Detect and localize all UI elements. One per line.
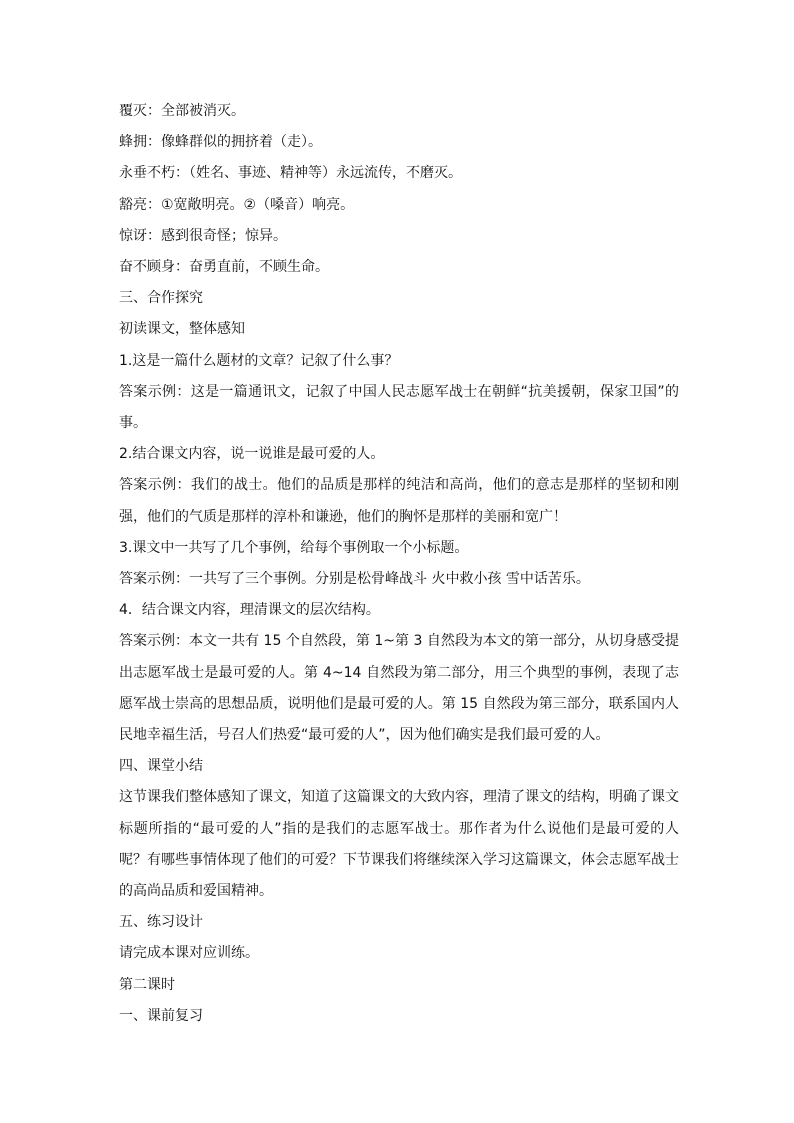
exercise-instruction: 请完成本课对应训练。 [119, 945, 259, 962]
question-4: 4．结合课文内容，理清课文的层次结构。 [119, 602, 380, 619]
answer-2: 答案示例：我们的战士。他们的品质是那样的纯洁和高尚，他们的意志是那样的坚韧和刚强，他们的气质是那样的淳朴和谦逊，他们的胸怀是那样的美丽和宽广！ [119, 477, 679, 525]
question-1: 1.这是一篇什么题材的文章？记叙了什么事？ [119, 352, 399, 369]
vocab-jingya: 惊讶：感到很奇怪；惊异。 [119, 227, 287, 244]
subheading-first-reading: 初读课文，整体感知 [119, 321, 245, 338]
question-3: 3.课文中一共写了几个事例，给每个事例取一个小标题。 [119, 539, 469, 556]
summary-paragraph: 这节课我们整体感知了课文，知道了这篇课文的大致内容，理清了课文的结构，明确了课文标题所指的“最可爱的人”指的是我们的志愿军战士。那作者为什么说他们是最可爱的人呢？有哪些事情体现了他们的可爱？下节课我们将继续深入学习这篇课文，体会志愿军战士的高尚品质和爱国精神。 [119, 789, 679, 900]
vocab-fengyong: 蜂拥：像蜂群似的拥挤着（走）。 [119, 134, 322, 151]
section-heading-3: 三、合作探究 [119, 290, 203, 307]
answer-4: 答案示例：本文一共有 15 个自然段，第 1~第 3 自然段为本文的第一部分，从切身感受提出志愿军战士是最可爱的人。第 4~14 自然段为第二部分，用三个典型的事例，表现了志愿军战士崇高的思想品质，说明他们是最可爱的人。第 15 自然段为第三部分，联系国内人民地幸福生活，号召人们热爱“最可爱的人”，因为他们确实是我们最可爱的人。 [119, 633, 679, 744]
answer-1: 答案示例：这是一篇通讯文，记叙了中国人民志愿军战士在朝鲜“抗美援朝，保家卫国”的事。 [119, 383, 679, 432]
review-heading: 一、课前复习 [119, 1007, 203, 1024]
vocab-fenbugushen: 奋不顾身：奋勇直前，不顾生命。 [119, 259, 329, 276]
vocab-fumie: 覆灭：全部被消灭。 [119, 103, 245, 119]
document-body [119, 96, 679, 1032]
lesson-2-heading: 第二课时 [119, 976, 175, 993]
section-heading-4: 四、课堂小结 [119, 758, 203, 775]
question-2: 2.结合课文内容，说一说谁是最可爱的人。 [119, 446, 385, 463]
vocab-yongchuibuxiu: 永垂不朽：（姓名、事迹、精神等）永远流传，不磨灭。 [119, 165, 462, 182]
section-heading-5: 五、练习设计 [119, 914, 203, 931]
vocab-huoliang: 豁亮：①宽敞明亮。②（嗓音）响亮。 [119, 196, 355, 213]
answer-3: 答案示例：一共写了三个事例。分别是松骨峰战斗 火中救小孩 雪中话苦乐。 [119, 571, 590, 588]
